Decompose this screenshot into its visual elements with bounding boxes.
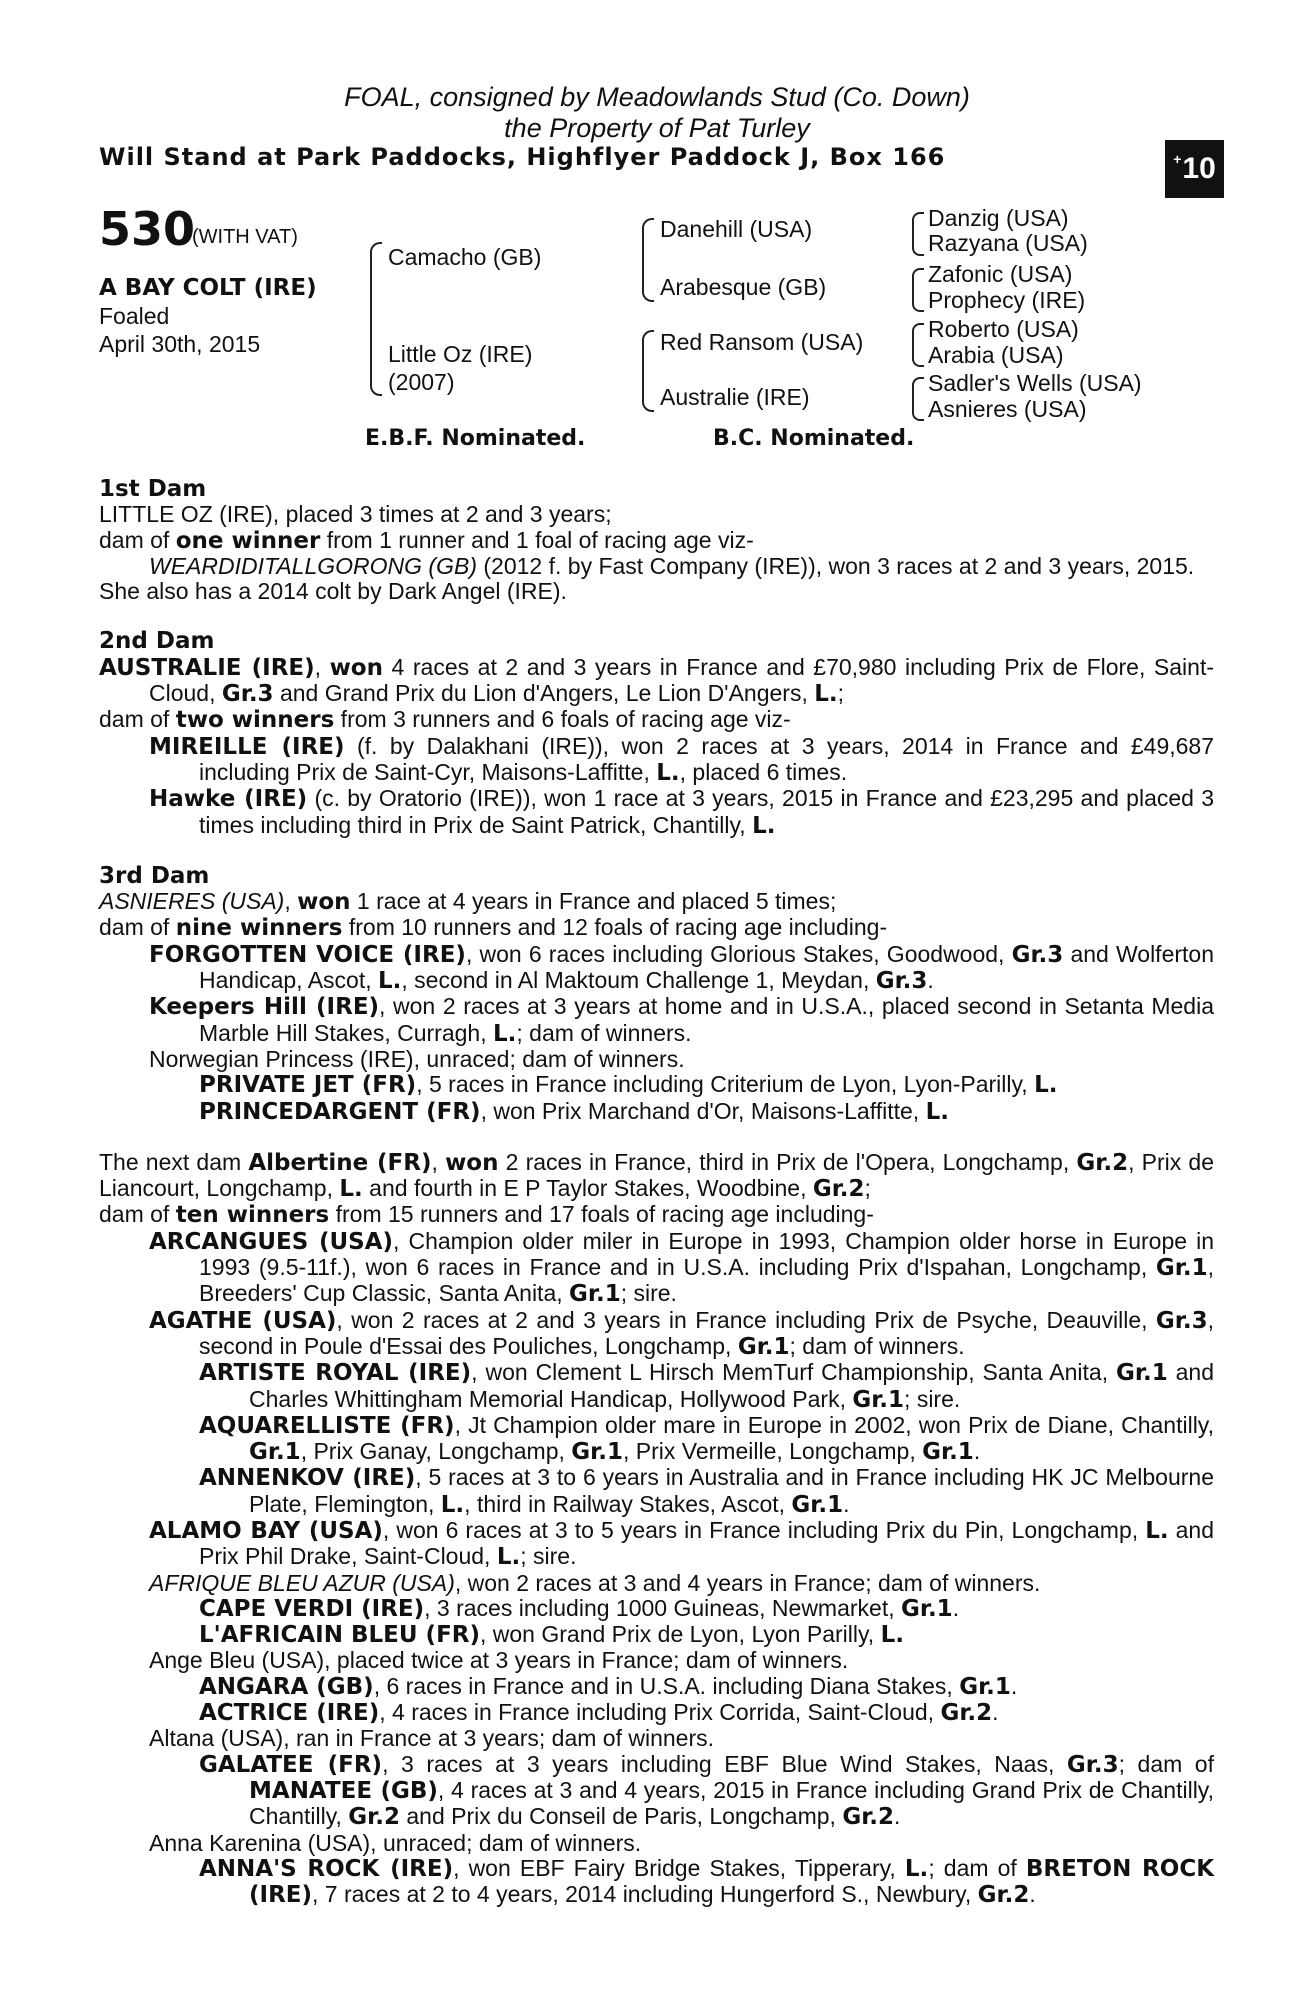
third-dam-produce: dam of nine winners from 10 runners and 12 foals of racing age including- bbox=[99, 914, 888, 942]
produce-entry: Hawke (IRE) (c. by Oratorio (IRE)), won 1 race at 3 years, 2015 in France and £23,295 and placed 3 times including third in Prix de Saint Patrick, Chantilly, L. bbox=[149, 785, 1215, 839]
pedigree-sds: Zafonic (USA) bbox=[928, 261, 1073, 287]
pedigree-sss: Danzig (USA) bbox=[928, 205, 1069, 231]
pedigree-brace bbox=[912, 212, 924, 256]
first-dam-produce: dam of one winner from 1 runner and 1 foal of racing age viz- bbox=[99, 526, 754, 554]
produce-entry: FORGOTTEN VOICE (IRE), won 6 races including Glorious Stakes, Goodwood, Gr.3 and Wolferton Handicap, Ascot, L., second in Al Maktoum Challenge 1, Meydan, Gr.3. bbox=[149, 940, 1214, 995]
first-dam-line: LITTLE OZ (IRE), placed 3 times at 2 and 3 years; bbox=[99, 501, 612, 528]
pedigree-dam-dam: Australie (IRE) bbox=[660, 384, 810, 410]
produce-entry: Altana (USA), ran in France at 3 years; dam of winners. bbox=[149, 1725, 715, 1752]
produce-entry: ARTISTE ROYAL (IRE), won Clement L Hirsch MemTurf Championship, Santa Anita, Gr.1 and Charles Whittingham Memorial Handicap, Hollywood Park, Gr.1; sire. bbox=[199, 1359, 1215, 1413]
pedigree-dss: Roberto (USA) bbox=[928, 316, 1079, 342]
third-dam-line: ASNIERES (USA), won 1 race at 4 years in France and placed 5 times; bbox=[99, 888, 837, 916]
pedigree-dam-year: (2007) bbox=[388, 369, 455, 395]
produce-entry: ANGARA (GB), 6 races in France and in U.S.A. including Diana Stakes, Gr.1. bbox=[199, 1672, 1018, 1700]
produce-entry: CAPE VERDI (IRE), 3 races including 1000 Guineas, Newmarket, Gr.1. bbox=[199, 1594, 960, 1622]
property-line: the Property of Pat Turley bbox=[504, 113, 810, 143]
pedigree-brace bbox=[370, 242, 382, 396]
pedigree-ssd: Razyana (USA) bbox=[928, 230, 1088, 256]
next-dam-line: The next dam Albertine (FR), won 2 races in France, third in Prix de l'Opera, Longchamp, Gr.2, Prix de Liancourt, Longchamp, L. and fourth in E P Taylor Stakes, Woodbine, Gr.2; bbox=[99, 1148, 1214, 1203]
lot-vat: (WITH VAT) bbox=[192, 226, 298, 248]
produce-entry: PRINCEDARGENT (FR), won Prix Marchand d'Or, Maisons-Laffitte, L. bbox=[199, 1097, 949, 1125]
pedigree-sire-dam: Arabesque (GB) bbox=[660, 274, 827, 300]
produce-entry: PRIVATE JET (FR), 5 races in France including Criterium de Lyon, Lyon-Parilly, L. bbox=[199, 1071, 1058, 1099]
lot-title: A BAY COLT (IRE) bbox=[99, 275, 317, 301]
pedigree-dds: Sadler's Wells (USA) bbox=[928, 370, 1142, 396]
produce-entry: AGATHE (USA), won 2 races at 2 and 3 years in France including Prix de Psyche, Deauville, Gr.3, second in Poule d'Essai des Pouliches, Longchamp, Gr.1; dam of winners. bbox=[149, 1306, 1214, 1360]
produce-entry: ALAMO BAY (USA), won 6 races at 3 to 5 years in France including Prix du Pin, Longchamp, L. and Prix Phil Drake, Saint-Cloud, L.; sire. bbox=[149, 1516, 1215, 1571]
pedigree-brace bbox=[912, 377, 924, 421]
catalogue-body bbox=[99, 477, 1214, 1908]
page-badge: + 10 bbox=[1165, 140, 1224, 198]
produce-entry: Ange Bleu (USA), placed twice at 3 years in France; dam of winners. bbox=[149, 1647, 849, 1674]
second-dam-line: AUSTRALIE (IRE), won 4 races at 2 and 3 years in France and £70,980 including Prix de Flore, Saint-Cloud, Gr.3 and Grand Prix du Lion d'Angers, Le Lion D'Angers, L.; bbox=[99, 653, 1214, 708]
next-dam-produce: dam of ten winners from 15 runners and 17 foals of racing age including- bbox=[99, 1201, 874, 1229]
pedigree-dam-sire: Red Ransom (USA) bbox=[660, 329, 864, 355]
ebf-nominated: E.B.F. Nominated. bbox=[365, 426, 586, 451]
pedigree-dam: Little Oz (IRE) bbox=[388, 341, 533, 367]
produce-entry: Anna Karenina (USA), unraced; dam of winners. bbox=[149, 1829, 642, 1856]
produce-entry: AQUARELLISTE (FR), Jt Champion older mare in Europe in 2002, won Prix de Diane, Chantilly, Gr.1, Prix Ganay, Longchamp, Gr.1, Prix Vermeille, Longchamp, Gr.1. bbox=[199, 1411, 1214, 1466]
first-dam-heading: 1st Dam bbox=[99, 476, 207, 502]
pedigree-sire-sire: Danehill (USA) bbox=[660, 216, 813, 242]
location-line: Will Stand at Park Paddocks, Highflyer Paddock J, Box 166 bbox=[99, 143, 946, 171]
produce-entry: AFRIQUE BLEU AZUR (USA), won 2 races at 3 and 4 years in France; dam of winners. bbox=[149, 1569, 1041, 1596]
bc-nominated: B.C. Nominated. bbox=[713, 426, 915, 451]
produce-entry: WEARDIDITALLGORONG (GB) (2012 f. by Fast Company (IRE)), won 3 races at 2 and 3 years, 2015. bbox=[149, 552, 1195, 579]
produce-entry: ARCANGUES (USA), Champion older miler in Europe in 1993, Champion older horse in Europe in 1993 (9.5-11f.), won 6 races in France and in U.S.A. including Prix d'Ispahan, Longchamp, Gr.1, Breeders' Cup Classic, Santa Anita, Gr.1; sire. bbox=[149, 1227, 1214, 1308]
produce-entry: L'AFRICAIN BLEU (FR), won Grand Prix de Lyon, Lyon Parilly, L. bbox=[199, 1621, 904, 1649]
pedigree-sdd: Prophecy (IRE) bbox=[928, 287, 1086, 313]
produce-entry: ACTRICE (IRE), 4 races in France including Prix Corrida, Saint-Cloud, Gr.2. bbox=[199, 1699, 999, 1727]
first-dam-note: She also has a 2014 colt by Dark Angel (IRE). bbox=[99, 578, 567, 605]
produce-entry: GALATEE (FR), 3 races at 3 years including EBF Blue Wind Stakes, Naas, Gr.3; dam of MANATEE (GB), 4 races at 3 and 4 years, 2015 in France including Grand Prix de Chantilly, Chantilly, Gr.2 and Prix du Conseil de Paris, Longchamp, Gr.2. bbox=[199, 1750, 1214, 1831]
foaled-label: Foaled bbox=[99, 303, 170, 329]
produce-entry: ANNA'S ROCK (IRE), won EBF Fairy Bridge Stakes, Tipperary, L.; dam of BRETON ROCK (IRE), 7 races at 2 to 4 years, 2014 including Hungerford S., Newbury, Gr.2. bbox=[199, 1854, 1215, 1909]
pedigree-brace bbox=[912, 323, 924, 367]
lot-number: 530 bbox=[99, 202, 196, 256]
third-dam-heading: 3rd Dam bbox=[99, 862, 210, 889]
pedigree-brace bbox=[912, 268, 924, 312]
second-dam-produce: dam of two winners from 3 runners and 6 foals of racing age viz- bbox=[99, 706, 791, 734]
second-dam-heading: 2nd Dam bbox=[99, 628, 215, 655]
produce-entry: Keepers Hill (IRE), won 2 races at 3 years at home and in U.S.A., placed second in Setanta Media Marble Hill Stakes, Curragh, L.; dam of winners. bbox=[149, 993, 1214, 1047]
pedigree-brace bbox=[642, 330, 654, 412]
produce-entry: Norwegian Princess (IRE), unraced; dam of winners. bbox=[149, 1045, 685, 1072]
consignor-line: FOAL, consigned by Meadowlands Stud (Co. Down) bbox=[344, 82, 970, 112]
produce-entry: ANNENKOV (IRE), 5 races at 3 to 6 years in Australia and in France including HK JC Melbourne Plate, Flemington, L., third in Railway Stakes, Ascot, Gr.1. bbox=[199, 1464, 1215, 1518]
pedigree-sire: Camacho (GB) bbox=[388, 244, 542, 270]
pedigree-ddd: Asnieres (USA) bbox=[928, 396, 1087, 422]
pedigree-dsd: Arabia (USA) bbox=[928, 342, 1064, 368]
produce-entry: MIREILLE (IRE) (f. by Dalakhani (IRE)), won 2 races at 3 years, 2014 in France and £49,687 including Prix de Saint-Cyr, Maisons-Laffitte, L., placed 6 times. bbox=[149, 732, 1214, 786]
foaled-date: April 30th, 2015 bbox=[99, 331, 261, 357]
pedigree-brace bbox=[642, 218, 654, 302]
